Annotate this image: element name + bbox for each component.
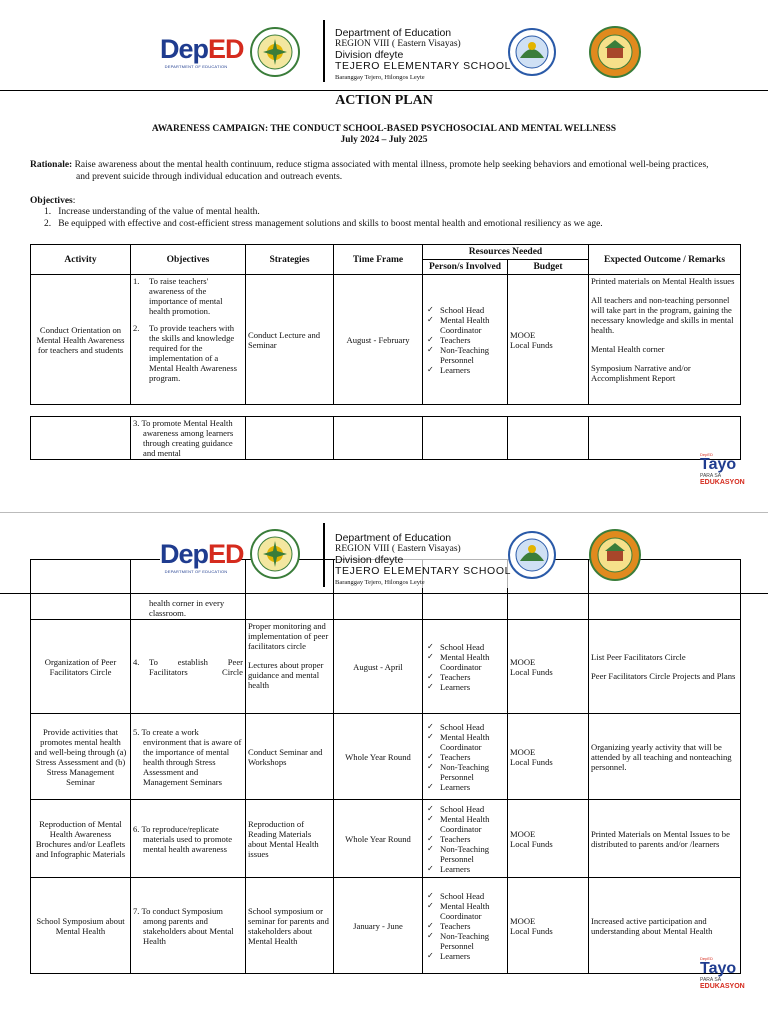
page-2 bbox=[0, 512, 768, 1025]
activity-cell: School Symposium about Mental Health bbox=[31, 878, 131, 974]
table-row bbox=[31, 275, 741, 405]
schools-division-seal-icon bbox=[250, 529, 300, 579]
header-objectives: Objectives bbox=[131, 245, 246, 275]
strategy-cell: Reproduction of Reading Materials about Mental Health issues bbox=[246, 800, 334, 878]
objective-item: 2. Be equipped with effective and cost-efficient stress management solutions and skills to boost mental health and emotional resiliency as we age. bbox=[44, 218, 603, 229]
objectives-cell: 4. To establish Peer Facilitators Circle bbox=[131, 620, 246, 714]
objectives-cell: health corner in every classroom. bbox=[131, 560, 246, 620]
table-row bbox=[31, 800, 741, 878]
page-1 bbox=[0, 0, 768, 512]
strategy-cell: Proper monitoring and implementation of peer facilitators circle Lectures about proper guidance and mental health bbox=[246, 620, 334, 714]
budget-cell: MOOE Local Funds bbox=[508, 714, 589, 800]
budget-cell: MOOE Local Funds bbox=[508, 620, 589, 714]
objectives-cell: 7. To conduct Symposium among parents and stakeholders about Mental Health bbox=[131, 878, 246, 974]
rationale-label: Rationale: bbox=[30, 160, 73, 170]
outcome-cell: Printed Materials on Mental Issues to be distributed to parents and/or /learners bbox=[589, 800, 741, 878]
activity-cell: Organization of Peer Facilitators Circle bbox=[31, 620, 131, 714]
budget-cell: MOOE Local Funds bbox=[508, 878, 589, 974]
time-frame-cell: Whole Year Round bbox=[334, 800, 423, 878]
persons-cell: ✓ School Head ✓ Mental Health Coordinator ✓ Teachers ✓ Non-Teaching Personnel ✓ Learners bbox=[423, 275, 508, 405]
objectives-cell: 5. To create a work environment that is aware of the importance of mental health through Stress Assessment and Management Seminars bbox=[131, 714, 246, 800]
activity-cell: Conduct Orientation on Mental Health Awareness for teachers and students bbox=[31, 275, 131, 405]
rationale-text: Raise awareness about the mental health continuum, reduce stigma associated with mental illness, promote help seeking behaviors and emotional well-being practices, bbox=[74, 160, 709, 170]
header-divider bbox=[323, 523, 325, 587]
region-name: REGION VIII ( Eastern Visayas) bbox=[335, 39, 461, 49]
objectives-cell: 6. To reproduce/replicate materials used to promote mental health awareness bbox=[131, 800, 246, 878]
header-activity: Activity bbox=[31, 245, 131, 275]
table-row bbox=[31, 620, 741, 714]
department-name: Department of Education bbox=[335, 27, 452, 39]
outcome-cell: Printed materials on Mental Health issues All teachers and non-teaching personnel will take part in the program, gaining the necessary knowledge and skills in mental health. Mental Health corner Symposium Narrative and/or Accomplishment Report bbox=[589, 275, 741, 405]
persons-cell: ✓ School Head ✓ Mental Health Coordinator ✓ Teachers ✓ Non-Teaching Personnel ✓ Learners bbox=[423, 800, 508, 878]
letterhead bbox=[0, 0, 768, 90]
outcome-cell: List Peer Facilitators Circle Peer Facilitators Circle Projects and Plans bbox=[589, 620, 741, 714]
table-row bbox=[31, 878, 741, 974]
persons-cell: ✓ School Head ✓ Mental Health Coordinator ✓ Teachers ✓ Learners bbox=[423, 620, 508, 714]
header-divider bbox=[323, 20, 325, 82]
objectives-label: Objectives: bbox=[30, 196, 76, 206]
outcome-cell: Increased active participation and understanding about Mental Health bbox=[589, 878, 741, 974]
division-name: Division dfeyte bbox=[335, 49, 404, 61]
activity-cell: Provide activities that promotes mental health and well-being through (a) Stress Assessment and (b) Stress Management Seminar bbox=[31, 714, 131, 800]
letterhead-page-2 bbox=[0, 513, 768, 603]
strategy-cell: Conduct Seminar and Workshops bbox=[246, 714, 334, 800]
deped-logo: DepED DEPARTMENT OF EDUCATION bbox=[160, 34, 244, 69]
deped-logo: DepED DEPARTMENT OF EDUCATION bbox=[160, 539, 244, 574]
table-row bbox=[31, 714, 741, 800]
header-strategies: Strategies bbox=[246, 245, 334, 275]
district-seal-icon bbox=[507, 28, 557, 76]
action-plan-table-continued bbox=[30, 416, 741, 460]
time-frame-cell: Whole Year Round bbox=[334, 714, 423, 800]
header-persons: Person/s Involved bbox=[423, 260, 508, 275]
persons-cell: ✓ School Head ✓ Mental Health Coordinator ✓ Teachers ✓ Non-Teaching Personnel ✓ Learners bbox=[423, 714, 508, 800]
objectives-cell: 3. To promote Mental Health awareness among learners through creating guidance and mental bbox=[131, 417, 246, 460]
objective-item: 1. Increase understanding of the value of mental health. bbox=[44, 207, 260, 217]
objectives-list bbox=[44, 207, 603, 230]
action-plan-table bbox=[30, 244, 741, 405]
header-rule bbox=[0, 90, 768, 91]
outcome-cell: Organizing yearly activity that will be attended by all teaching and nonteaching personnel. bbox=[589, 714, 741, 800]
document-title: ACTION PLAN bbox=[335, 93, 433, 108]
budget-cell: MOOE Local Funds bbox=[508, 275, 589, 405]
tayo-edukasyon-logo: DepED Tayo PARA SA EDUKASYON bbox=[700, 956, 745, 990]
school-name: TEJERO ELEMENTARY SCHOOL bbox=[335, 60, 512, 72]
budget-cell: MOOE Local Funds bbox=[508, 800, 589, 878]
activity-cell: Reproduction of Mental Health Awareness Brochures and/or Leaflets and Infographic Materials bbox=[31, 800, 131, 878]
document-subtitle: AWARENESS CAMPAIGN: THE CONDUCT SCHOOL-BASED PSYCHOSOCIAL AND MENTAL WELLNESS July 2024 – July 2025 bbox=[151, 124, 617, 145]
district-seal-icon bbox=[507, 531, 557, 579]
school-seal-icon bbox=[588, 529, 642, 581]
strategy-cell: Conduct Lecture and Seminar bbox=[246, 275, 334, 405]
header-outcome: Expected Outcome / Remarks bbox=[589, 245, 741, 275]
tayo-edukasyon-logo: DepED Tayo PARA SA EDUKASYON bbox=[700, 452, 745, 486]
header-time-frame: Time Frame bbox=[334, 245, 423, 275]
school-info bbox=[335, 28, 511, 83]
school-address: Baranggay Tejero, Hilongos Leyte bbox=[335, 74, 425, 81]
objectives-cell: 1. To raise teachers' awareness of the importance of mental health promotion. 2. To provide teachers with the skills and knowledge required for the implementation of a Mental Health Awareness program. bbox=[131, 275, 246, 405]
schools-division-seal-icon bbox=[250, 27, 300, 77]
table-row bbox=[31, 417, 741, 460]
time-frame-cell: January - June bbox=[334, 878, 423, 974]
school-info: Department of Education REGION VIII ( Eastern Visayas) Division dfeyte TEJERO ELEMENTARY SCHOOL Baranggay Tejero, Hilongos Leyte bbox=[335, 532, 512, 586]
header-budget: Budget bbox=[508, 260, 589, 275]
header-rule bbox=[0, 593, 768, 594]
header-resources: Resources Needed bbox=[423, 245, 589, 260]
school-seal-icon bbox=[588, 26, 642, 78]
rationale-text-2: and prevent suicide through individual education and outreach events. bbox=[76, 171, 343, 182]
time-frame-cell: August - February bbox=[334, 275, 423, 405]
time-frame-cell: August - April bbox=[334, 620, 423, 714]
rationale bbox=[30, 160, 740, 183]
strategy-cell: School symposium or seminar for parents and stakeholders about Mental Health bbox=[246, 878, 334, 974]
action-plan-table-page-2 bbox=[30, 559, 741, 974]
persons-cell: ✓ School Head ✓ Mental Health Coordinator ✓ Teachers ✓ Non-Teaching Personnel ✓ Learners bbox=[423, 878, 508, 974]
